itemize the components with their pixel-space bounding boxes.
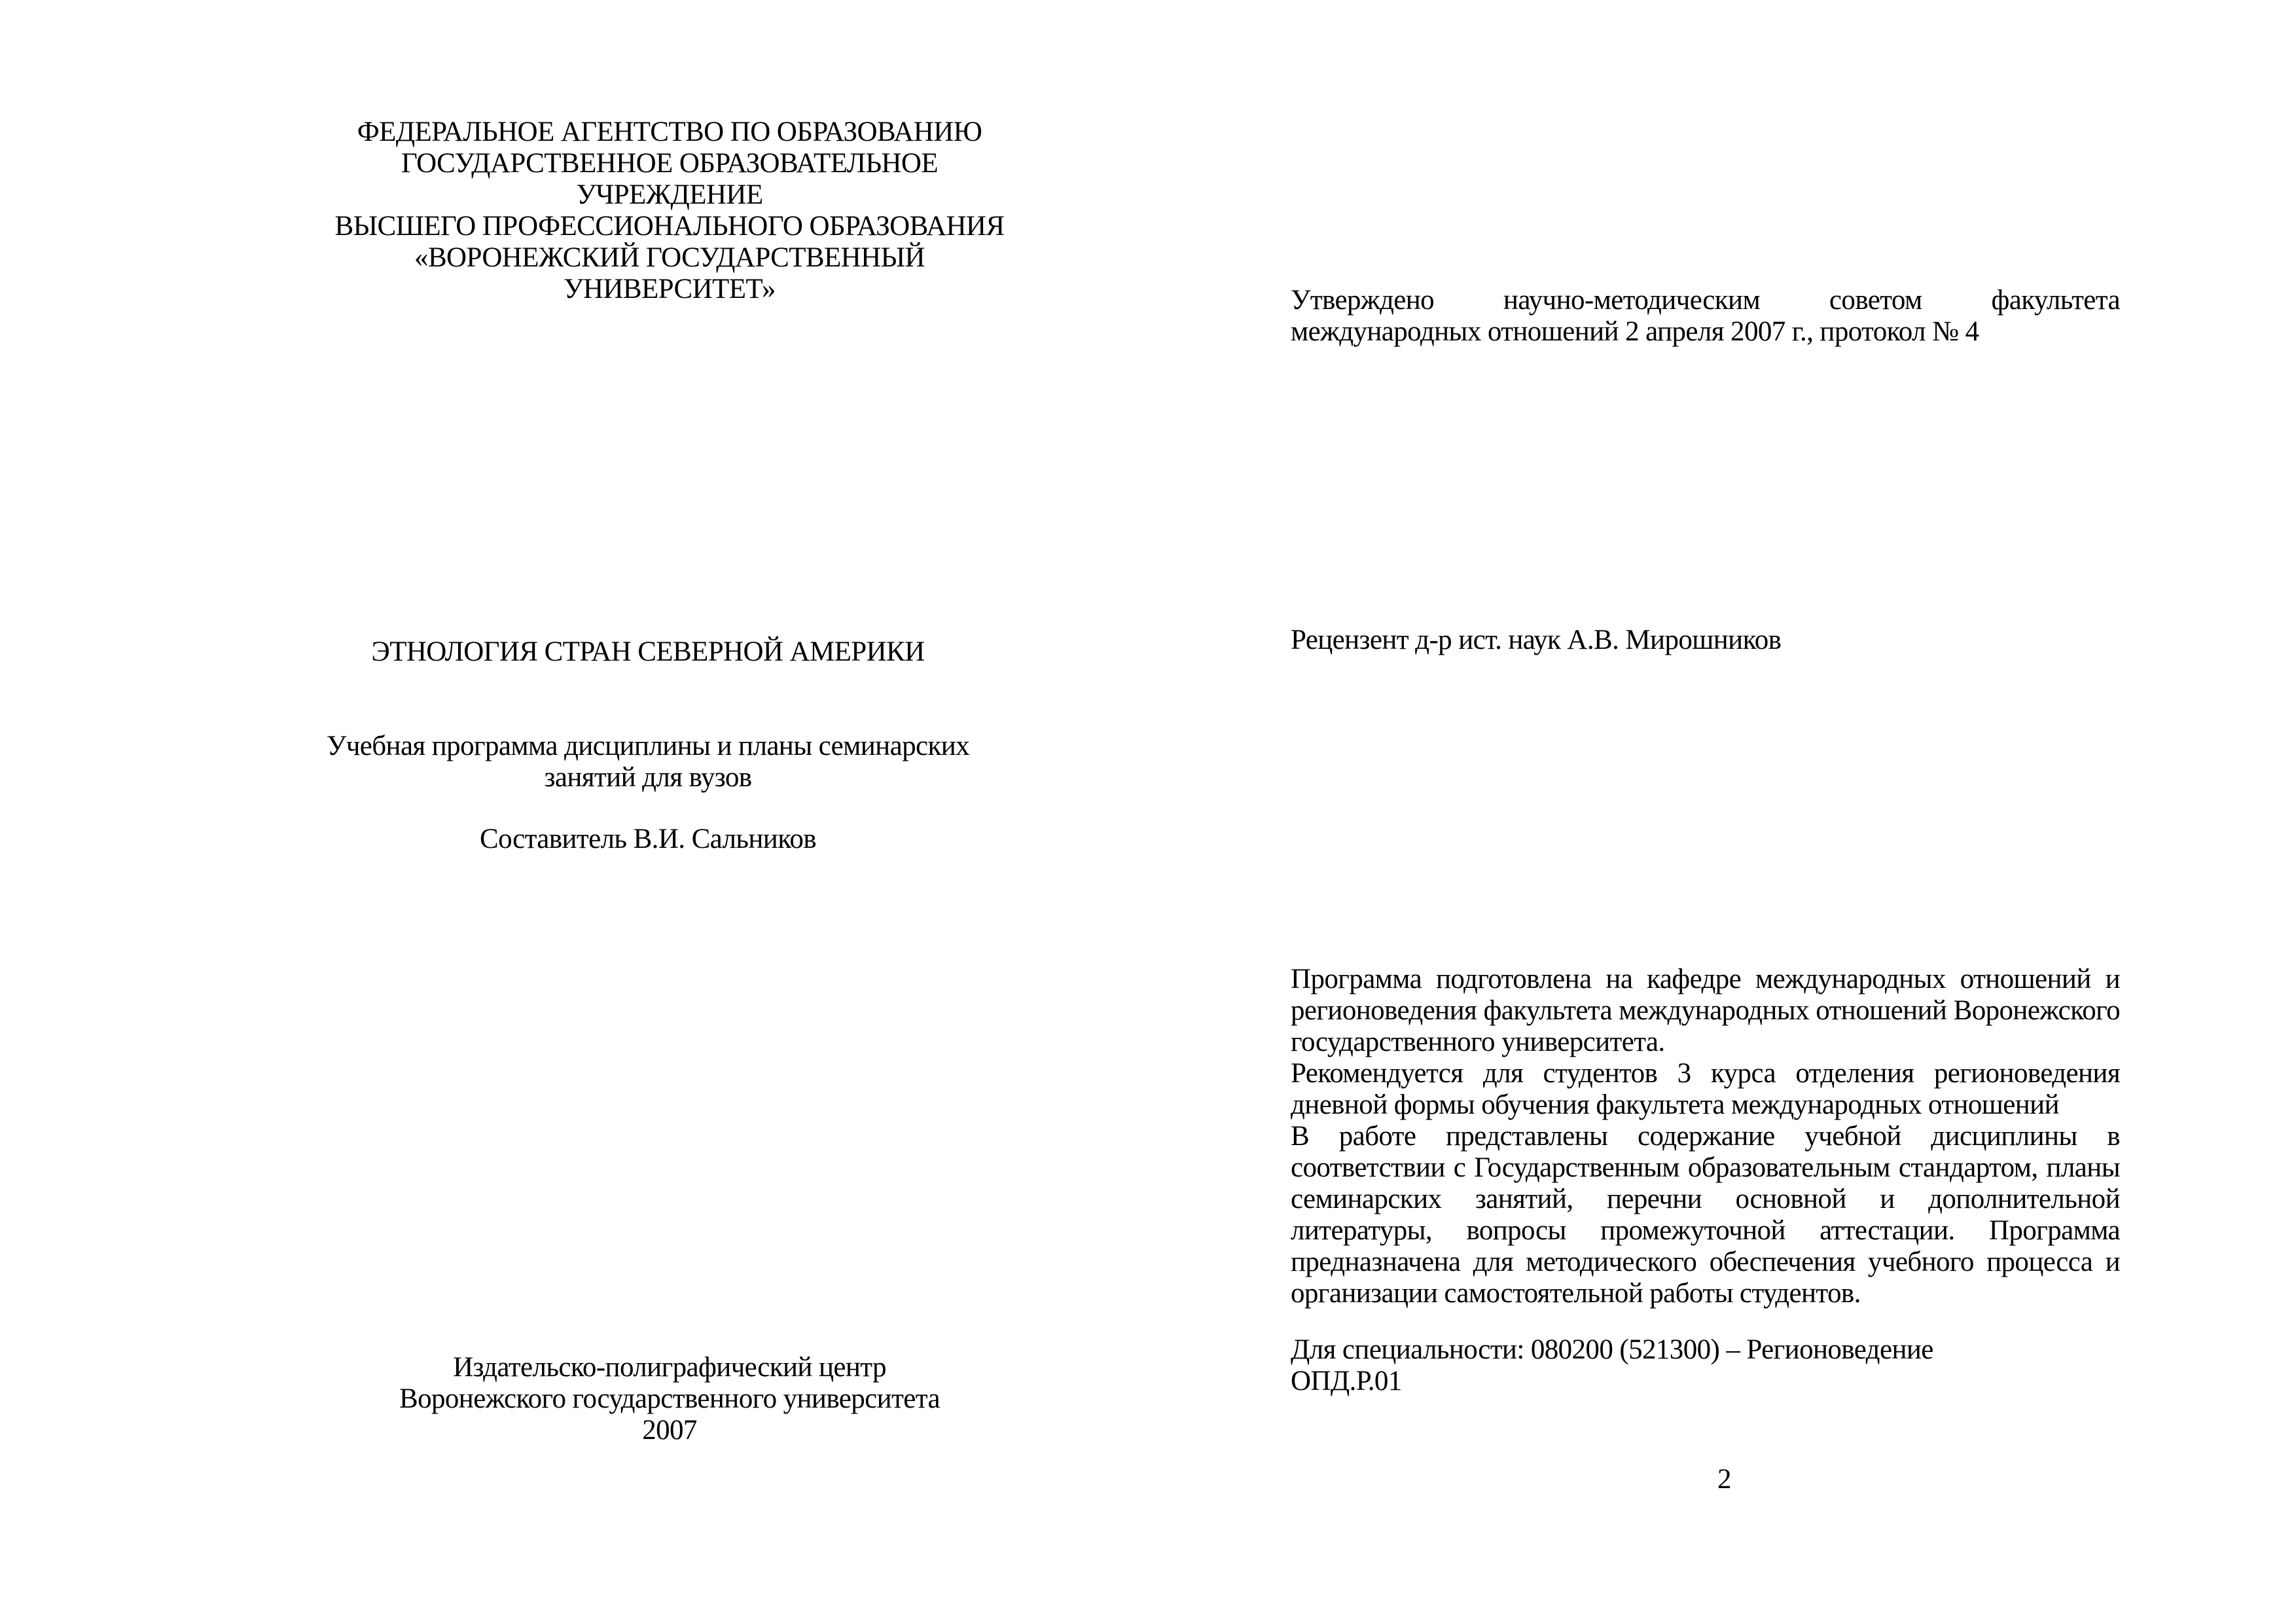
description-line: предназначена для методического обеспечения учебного процесса и <box>1291 1247 2120 1277</box>
approval-line: международных отношений 2 апреля 2007 г., протокол № 4 <box>1291 316 1979 347</box>
description-line: дневной формы обучения факультета международных отношений <box>1291 1089 2059 1120</box>
header-line: УНИВЕРСИТЕТ» <box>564 274 776 304</box>
header-block <box>288 117 1051 305</box>
page-number: 2 <box>1717 1464 1731 1495</box>
publisher-line: 2007 <box>642 1415 697 1446</box>
subtitle <box>262 731 1034 793</box>
description-line: В работе представлены содержание учебной дисциплины в <box>1291 1121 2120 1152</box>
header-line: УЧРЕЖДЕНИЕ <box>576 179 763 210</box>
approval-note <box>1291 285 2120 348</box>
document-title: ЭТНОЛОГИЯ СТРАН СЕВЕРНОЙ АМЕРИКИ <box>371 636 925 667</box>
compiler: Составитель В.И. Сальников <box>480 824 816 854</box>
description-line: семинарских занятий, перечни основной и дополнительной <box>1291 1184 2120 1214</box>
header-line: «ВОРОНЕЖСКИЙ ГОСУДАРСТВЕННЫЙ <box>414 242 925 273</box>
description-line: регионоведения факультета международных отношений Воронежского <box>1291 995 2120 1026</box>
discipline-code: ОПД.Р.01 <box>1291 1366 1402 1396</box>
header-line: ГОСУДАРСТВЕННОЕ ОБРАЗОВАТЕЛЬНОЕ <box>401 148 939 179</box>
description-line: Программа подготовлена на кафедре международных отношений и <box>1291 964 2120 994</box>
description-line: соответствии с Государственным образовательным стандартом, планы <box>1291 1152 2120 1183</box>
specialty: Для специальности: 080200 (521300) – Регионоведение <box>1291 1334 1933 1365</box>
description-line: Рекомендуется для студентов 3 курса отделения регионоведения <box>1291 1058 2120 1089</box>
header-line: ФЕДЕРАЛЬНОЕ АГЕНТСТВО ПО ОБРАЗОВАНИЮ <box>357 117 982 147</box>
publisher-line: Издательско-полиграфический центр <box>453 1352 886 1383</box>
specialty-block <box>1291 1334 2120 1397</box>
description-line: государственного университета. <box>1291 1027 1665 1057</box>
approval-line: Утверждено научно-методическим советом факультета <box>1291 285 2120 316</box>
description <box>1291 964 2120 1309</box>
subtitle-line: Учебная программа дисциплины и планы семинарских <box>326 731 970 761</box>
description-line: организации самостоятельной работы студентов. <box>1291 1278 1861 1309</box>
publisher-block <box>288 1352 1051 1446</box>
reviewer: Рецензент д-р ист. наук А.В. Мирошников <box>1291 625 1782 655</box>
subtitle-line: занятий для вузов <box>544 762 752 793</box>
header-line: ВЫСШЕГО ПРОФЕССИОНАЛЬНОГО ОБРАЗОВАНИЯ <box>334 211 1005 242</box>
publisher-line: Воронежского государственного университета <box>399 1383 940 1414</box>
description-line: литературы, вопросы промежуточной аттестации. Программа <box>1291 1215 2120 1246</box>
